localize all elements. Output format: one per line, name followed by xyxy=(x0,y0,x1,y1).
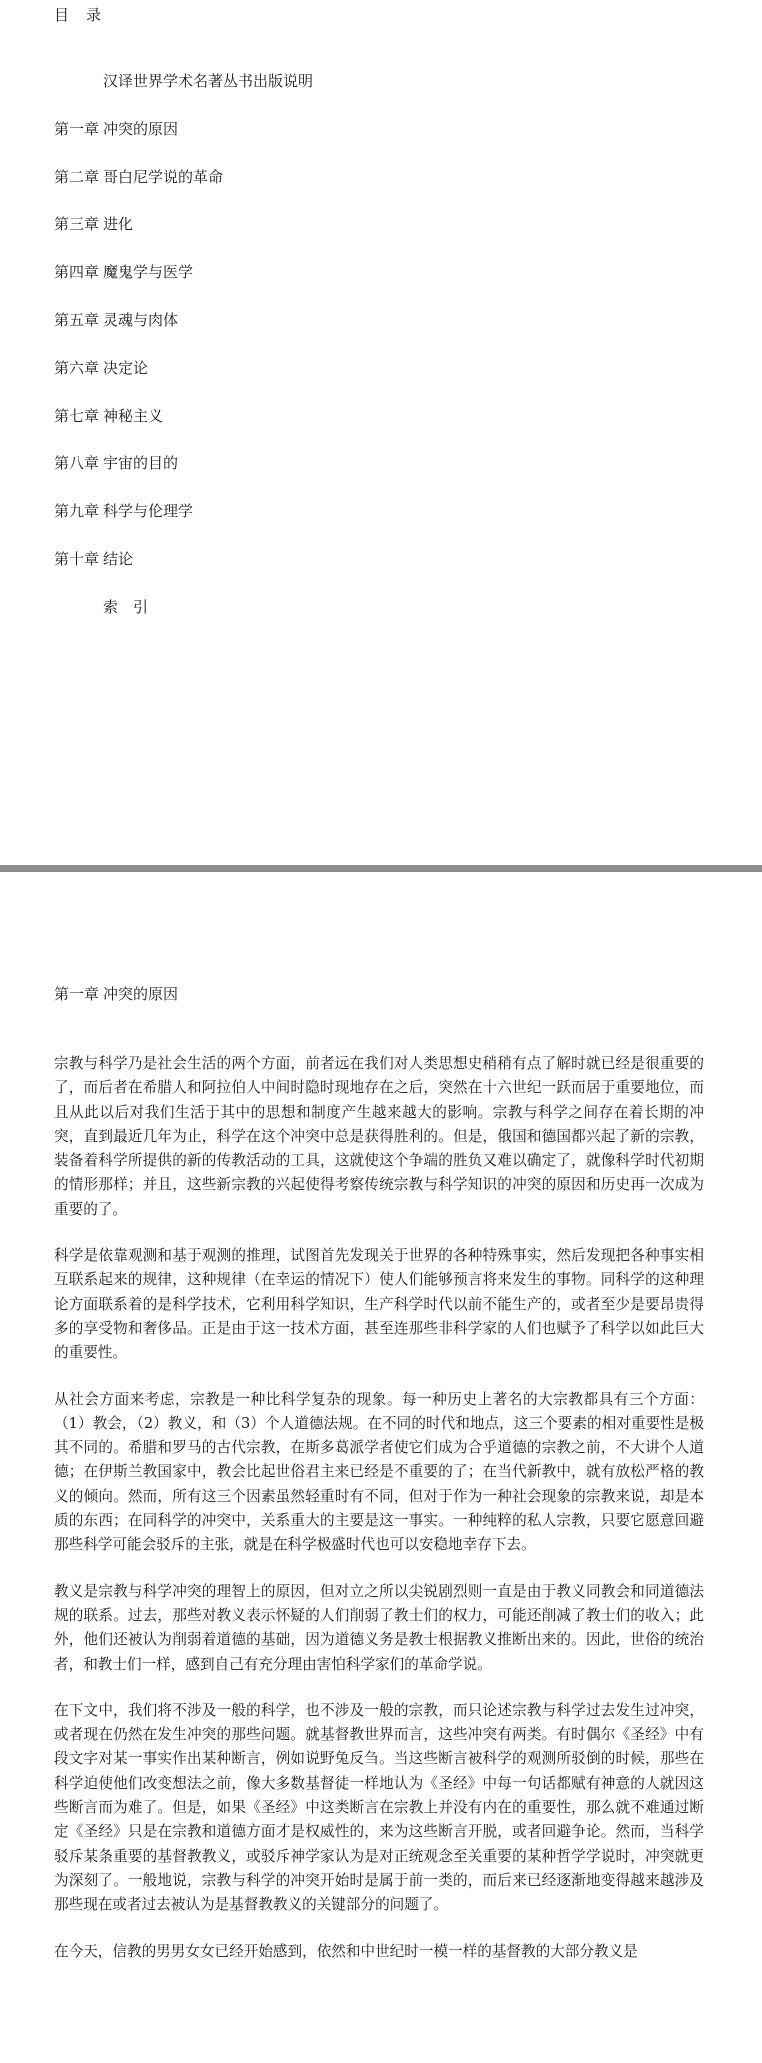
chapter-heading xyxy=(54,983,178,1004)
chapter-title: 冲突的原因 xyxy=(103,985,179,1003)
toc-entry[interactable] xyxy=(54,309,313,357)
toc-entry-title: 结论 xyxy=(103,549,134,568)
toc-entry-title: 科学与伦理学 xyxy=(103,502,194,521)
toc-entry[interactable] xyxy=(54,70,313,118)
toc-entry-title: 进化 xyxy=(103,215,134,234)
toc-title: 目 录 xyxy=(54,6,103,24)
toc-entry[interactable] xyxy=(54,452,313,500)
toc-entry[interactable] xyxy=(54,213,313,261)
toc-entry[interactable] xyxy=(54,118,313,166)
toc-entry-title: 宇宙的目的 xyxy=(103,454,179,473)
toc-entry-chapter: 第一章 xyxy=(54,119,100,138)
toc-entry[interactable] xyxy=(54,405,313,453)
toc-entry-title: 冲突的原因 xyxy=(103,119,179,138)
toc-entry-chapter: 第四章 xyxy=(54,263,100,282)
toc-entry-title: 灵魂与肉体 xyxy=(103,310,179,329)
toc-entry-chapter: 第七章 xyxy=(54,406,100,425)
toc-entry-chapter: 第十章 xyxy=(54,549,100,568)
toc-entry-title: 汉译世界学术名著丛书出版说明 xyxy=(103,72,314,90)
page-separator xyxy=(0,865,762,872)
chapter-body xyxy=(54,1052,704,1986)
toc-entry-chapter: 第五章 xyxy=(54,310,100,329)
paragraph: 从社会方面来考虑，宗教是一种比科学复杂的现象。每一种历史上著名的大宗教都具有三个方面：（1）教会，（2）教义，和（3）个人道德法规。在不同的时代和地点，这三个要素的相对重要性是极其不同的。希腊和罗马的古代宗教，在斯多葛派学者使它们成为合乎道德的宗教之前，不大讲个人道德；在伊斯兰教国家中，教会比起世俗君主来已经是不重要的了；在当代新教中，就有放松严格的教义的倾向。然而，所有这三个因素虽然轻重时有不同，但对于作为一种社会现象的宗教来说，却是本质的东西；在同科学的冲突中，关系重大的主要是这一事实。一种纯粹的私人宗教，只要它愿意回避那些科学可能会驳斥的主张，就是在科学极盛时代也可以安稳地幸存下去。 xyxy=(54,1390,704,1554)
toc-entry-title: 魔鬼学与医学 xyxy=(103,263,194,282)
toc-page xyxy=(0,0,762,865)
toc-entry[interactable] xyxy=(54,166,313,214)
toc-list xyxy=(54,70,313,644)
paragraph: 科学是依靠观测和基于观测的推理，试图首先发现关于世界的各种特殊事实，然后发现把各种事实相互联系起来的规律，这种规律（在幸运的情况下）使人们能够预言将来发生的事物。同科学的这种理论方面联系着的是科学技术，它利用科学知识，生产科学时代以前不能生产的，或者至少是要昂贵得多的享受物和奢侈品。正是由于这一技术方面，甚至连那些非科学家的人们也赋予了科学以如此巨大的重要性。 xyxy=(54,1247,704,1362)
toc-entry-title: 哥白尼学说的革命 xyxy=(103,167,224,186)
toc-entry[interactable] xyxy=(54,548,313,596)
chapter-number: 第一章 xyxy=(54,985,100,1003)
chapter-page xyxy=(0,872,762,2063)
toc-entry[interactable] xyxy=(54,357,313,405)
paragraph: 在下文中，我们将不涉及一般的科学，也不涉及一般的宗教，而只论述宗教与科学过去发生过冲突，或者现在仍然在发生冲突的那些问题。就基督教世界而言，这些冲突有两类。有时偶尔《圣经》中有段文字对某一事实作出某种断言，例如说野兔反刍。当这些断言被科学的观测所驳倒的时候，那些在科学迫使他们改变想法之前，像大多数基督徒一样地认为《圣经》中每一句话都赋有神意的人就因这些断言而为难了。但是，如果《圣经》中这类断言在宗教上并没有内在的重要性，那么就不难通过断定《圣经》只是在宗教和道德方面才是权威性的，来为这些断言开脱，或者回避争论。然而，当科学驳斥某条重要的基督教教义，或驳斥神学家认为是对正统观念至关重要的某种哲学学说时，冲突就更为深刻了。一般地说，宗教与科学的冲突开始时是属于前一类的，而后来已经逐渐地变得越来越涉及那些现在或者过去被认为是基督教教义的关键部分的问题了。 xyxy=(54,1701,704,1914)
toc-entry-title: 神秘主义 xyxy=(103,406,164,425)
toc-entry-chapter: 第九章 xyxy=(54,502,100,521)
paragraph: 教义是宗教与科学冲突的理智上的原因，但对立之所以尖锐剧烈则一直是由于教义同教会和同道德法规的联系。过去，那些对教义表示怀疑的人们削弱了教士们的权力，可能还削减了教士们的收入；此外，他们还被认为削弱着道德的基础，因为道德义务是教士根据教义推断出来的。因此，世俗的统治者，和教士们一样，感到自己有充分理由害怕科学家们的革命学说。 xyxy=(54,1582,704,1673)
toc-entry-chapter: 第八章 xyxy=(54,454,100,473)
toc-entry[interactable] xyxy=(54,596,313,644)
toc-entry-chapter: 第二章 xyxy=(54,167,100,186)
paragraph: 在今天，信教的男男女女已经开始感到，依然和中世纪时一模一样的基督教的大部分教义是 xyxy=(54,1942,638,1960)
toc-entry-chapter: 第三章 xyxy=(54,215,100,234)
paragraph: 宗教与科学乃是社会生活的两个方面，前者远在我们对人类思想史稍稍有点了解时就已经是很重要的了，而后者在希腊人和阿拉伯人中间时隐时现地存在之后，突然在十六世纪一跃而居于重要地位，而且从此以后对我们生活于其中的思想和制度产生越来越大的影响。宗教与科学之间存在着长期的冲突，直到最近几年为止，科学在这个冲突中总是获得胜利的。但是，俄国和德国都兴起了新的宗教，装备着科学所提供的新的传教活动的工具，这就使这个争端的胜负又难以确定了，就像科学时代初期的情形那样；并且，这些新宗教的兴起使得考察传统宗教与科学知识的冲突的原因和历史再一次成为重要的了。 xyxy=(54,1055,704,1218)
toc-entry-title: 索 引 xyxy=(103,597,149,616)
toc-entry[interactable] xyxy=(54,500,313,548)
toc-entry[interactable] xyxy=(54,261,313,309)
toc-entry-chapter: 第六章 xyxy=(54,358,100,377)
toc-entry-title: 决定论 xyxy=(103,358,149,377)
